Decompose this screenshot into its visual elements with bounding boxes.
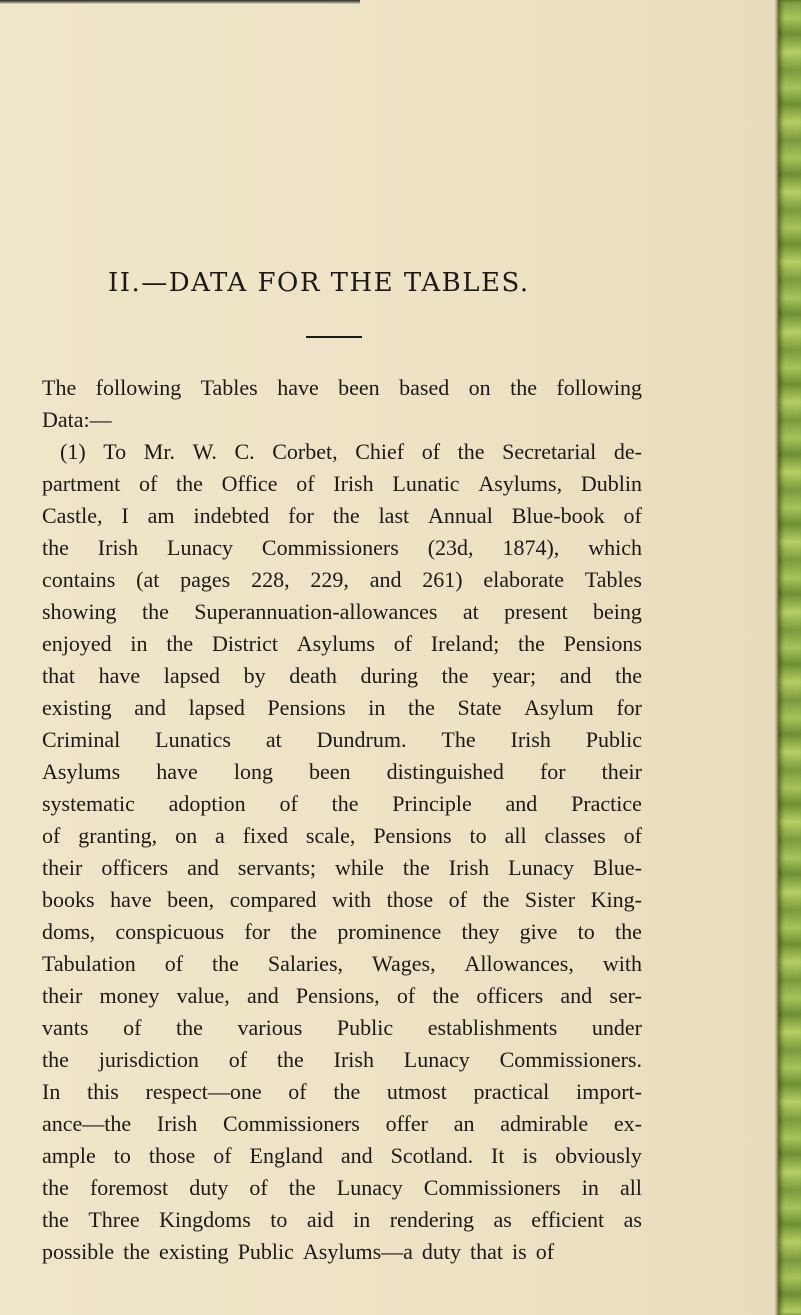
word: that	[470, 1239, 504, 1264]
word: the	[432, 983, 460, 1008]
word: doms,	[42, 919, 96, 944]
word: duty	[421, 1239, 462, 1264]
word: the	[212, 951, 239, 976]
text-line	[42, 948, 642, 980]
word: give	[519, 919, 558, 944]
word: Public	[336, 1015, 394, 1040]
heading-rule	[306, 336, 362, 338]
word: Castle,	[42, 503, 103, 528]
word: Asylum	[524, 695, 594, 720]
word: King-	[590, 887, 642, 912]
word: The	[441, 727, 476, 752]
body-paragraphs	[42, 372, 642, 1268]
word: enjoyed	[42, 631, 112, 656]
text-line	[42, 980, 642, 1012]
word: distinguished	[386, 759, 504, 784]
word: for	[288, 503, 314, 528]
word: Irish	[156, 1111, 198, 1136]
word: to	[469, 823, 487, 848]
word: last	[378, 503, 410, 528]
word: Chief	[355, 439, 405, 464]
word: pages	[180, 567, 231, 592]
word: efficient	[531, 1207, 605, 1232]
word: the	[176, 471, 203, 496]
word: indebted	[193, 503, 270, 528]
word: offer	[385, 1111, 428, 1136]
word: To	[103, 439, 127, 464]
word: of	[393, 631, 413, 656]
word: the	[42, 1047, 69, 1072]
word: Lunacy	[403, 1047, 470, 1072]
word: have	[110, 887, 152, 912]
word: utmost	[386, 1079, 447, 1104]
word: in	[581, 1175, 599, 1200]
word: W.	[192, 439, 217, 464]
word: on	[175, 823, 198, 848]
word: their	[42, 983, 83, 1008]
text-line	[42, 468, 642, 500]
word: the	[615, 663, 642, 688]
word: Lunacy	[508, 855, 575, 880]
word: compared	[229, 887, 317, 912]
page-top-shadow	[0, 0, 360, 4]
word: in	[353, 1207, 371, 1232]
word: Mr.	[143, 439, 175, 464]
word: of	[296, 471, 315, 496]
word: It	[491, 1143, 505, 1168]
text-line	[42, 404, 642, 436]
word: duty	[189, 1175, 229, 1200]
word: Kingdoms	[159, 1207, 251, 1232]
word: Irish	[333, 1047, 374, 1072]
word: conspicuous	[115, 919, 225, 944]
word: Pensions	[267, 695, 346, 720]
word: Secretarial	[502, 439, 597, 464]
text-line	[42, 1108, 642, 1140]
word: Blue-	[593, 855, 642, 880]
word: Commissioners	[423, 1175, 561, 1200]
word: Commissioners	[222, 1111, 360, 1136]
word: as	[623, 1207, 642, 1232]
word: books	[42, 887, 95, 912]
word: foremost	[89, 1175, 169, 1200]
word: Three	[88, 1207, 140, 1232]
word: Pensions,	[295, 983, 380, 1008]
word: vants	[42, 1015, 89, 1040]
word: of	[249, 1175, 268, 1200]
word: Lunatics	[155, 727, 231, 752]
word: of	[164, 951, 184, 976]
word: Asylums	[296, 631, 375, 656]
text-line	[42, 788, 642, 820]
word: based	[399, 375, 450, 400]
word: the	[141, 599, 169, 624]
word: of	[42, 823, 61, 848]
word: Pensions	[373, 823, 452, 848]
word: Dublin	[580, 471, 642, 496]
word: of	[421, 439, 441, 464]
word: this	[87, 1079, 119, 1104]
word: the	[518, 631, 545, 656]
word: admirable	[500, 1111, 589, 1136]
word: to	[270, 1207, 288, 1232]
section-heading: II.—DATA FOR THE TABLES.	[108, 268, 530, 298]
word: the	[42, 1175, 69, 1200]
word: aid	[306, 1207, 334, 1232]
word: lapsed	[188, 695, 245, 720]
word: Scotland.	[390, 1143, 474, 1168]
word: the	[42, 535, 69, 560]
word: the	[288, 1175, 316, 1200]
text-line	[42, 564, 642, 596]
word: is	[512, 1239, 527, 1264]
text-line	[42, 1044, 642, 1076]
word: been,	[167, 887, 215, 912]
word: obviously	[555, 1143, 642, 1168]
word: Sister	[524, 887, 576, 912]
word: and	[134, 695, 167, 720]
word: Superannuation-allowances	[194, 599, 438, 624]
word: of	[623, 823, 642, 848]
word: with	[331, 887, 372, 912]
word: Lunacy	[167, 535, 233, 560]
word: and	[246, 983, 279, 1008]
word: possible	[42, 1239, 115, 1264]
word: Asylums	[42, 759, 121, 784]
word: officers	[476, 983, 544, 1008]
word: on	[468, 375, 491, 400]
word: State	[457, 695, 502, 720]
word: England	[249, 1143, 323, 1168]
word: while	[335, 855, 384, 880]
word: I	[121, 503, 129, 528]
word: servants;	[237, 855, 317, 880]
text-line	[42, 724, 642, 756]
text-line	[42, 916, 642, 948]
word: Salaries,	[267, 951, 344, 976]
word: the	[276, 1047, 304, 1072]
text-line	[42, 1236, 642, 1268]
word: respect—one	[145, 1079, 262, 1104]
word: long	[233, 759, 273, 784]
word: and	[369, 567, 402, 592]
word: of	[623, 503, 642, 528]
word: for	[539, 759, 566, 784]
word: Public	[585, 727, 642, 752]
word: of	[448, 887, 467, 912]
word: rendering	[389, 1207, 475, 1232]
word: systematic	[42, 791, 135, 816]
word: have	[98, 663, 141, 688]
word: In	[42, 1079, 61, 1104]
word: (1)	[60, 439, 86, 464]
word: C.	[234, 439, 255, 464]
word: following	[556, 375, 642, 400]
word: of	[288, 1079, 307, 1104]
word: fixed	[242, 823, 288, 848]
word: a	[215, 823, 225, 848]
word: the	[333, 1079, 361, 1104]
word: Irish	[510, 727, 551, 752]
text-line	[42, 596, 642, 628]
word: that	[42, 663, 75, 688]
text-line	[42, 1076, 642, 1108]
word: prominence	[337, 919, 442, 944]
book-binding	[778, 0, 801, 1315]
word: existing	[42, 695, 112, 720]
word: Tabulation	[42, 951, 136, 976]
text-line	[42, 1172, 642, 1204]
word: an	[453, 1111, 475, 1136]
word: the	[42, 1207, 69, 1232]
text-line	[42, 756, 642, 788]
word: in	[130, 631, 148, 656]
word: Corbet,	[272, 439, 338, 464]
word: they	[461, 919, 500, 944]
word: Criminal	[42, 727, 121, 752]
word: 229,	[310, 567, 349, 592]
word: (23d,	[427, 535, 474, 560]
text-line	[42, 852, 642, 884]
word: various	[237, 1015, 303, 1040]
text-line	[42, 436, 642, 468]
word: the	[407, 695, 435, 720]
word: in	[368, 695, 386, 720]
word: contains	[42, 567, 116, 592]
word: at	[462, 599, 479, 624]
text-line	[42, 1204, 642, 1236]
word: and	[187, 855, 219, 880]
word: of	[138, 471, 158, 496]
word: money	[99, 983, 160, 1008]
word: Dundrum.	[316, 727, 407, 752]
word: the	[123, 1239, 151, 1264]
word: the	[166, 631, 194, 656]
word: Asylums,	[478, 471, 563, 496]
word: their	[601, 759, 642, 784]
text-line	[42, 884, 642, 916]
word: death	[289, 663, 337, 688]
word: been	[338, 375, 380, 400]
text-line	[42, 692, 642, 724]
word: of	[396, 983, 416, 1008]
word: the	[482, 887, 510, 912]
word: Lunatic	[392, 471, 460, 496]
word: and	[560, 983, 593, 1008]
text-line	[42, 1140, 642, 1172]
word: of	[228, 1047, 248, 1072]
word: of	[279, 791, 298, 816]
word: officers	[101, 855, 169, 880]
word: District	[211, 631, 278, 656]
word: ex-	[613, 1111, 642, 1136]
text-line	[42, 532, 642, 564]
word: as	[493, 1207, 512, 1232]
word: the	[457, 439, 485, 464]
word: (at	[136, 567, 160, 592]
word: all	[504, 823, 527, 848]
word: the	[332, 503, 360, 528]
word: with	[602, 951, 642, 976]
word: the	[176, 1015, 203, 1040]
word: Irish	[333, 471, 374, 496]
word: those	[148, 1143, 196, 1168]
word: Tables	[200, 375, 258, 400]
word: at	[265, 727, 282, 752]
word: jurisdiction	[98, 1047, 199, 1072]
text-line	[42, 372, 642, 404]
word: Lunacy	[336, 1175, 403, 1200]
text-line	[42, 1012, 642, 1044]
word: being	[593, 599, 642, 624]
word: value,	[176, 983, 230, 1008]
word: adoption	[168, 791, 246, 816]
word: the	[290, 919, 318, 944]
word: Ireland;	[430, 631, 500, 656]
word: and	[505, 791, 538, 816]
text-line	[42, 820, 642, 852]
text-line	[42, 500, 642, 532]
word: of	[123, 1015, 142, 1040]
word: of	[213, 1143, 232, 1168]
word: showing	[42, 599, 117, 624]
word: elaborate	[483, 567, 565, 592]
word: during	[360, 663, 418, 688]
word: Data:—	[42, 407, 112, 432]
word: year;	[492, 663, 537, 688]
word: The	[42, 375, 77, 400]
word: Pensions	[563, 631, 642, 656]
word: following	[95, 375, 182, 400]
word: Irish	[97, 535, 139, 560]
word: classes	[544, 823, 606, 848]
word: Office	[221, 471, 278, 496]
word: Commissioners.	[499, 1047, 642, 1072]
word: granting,	[78, 823, 158, 848]
word: Blue-book	[511, 503, 605, 528]
word: of	[535, 1239, 555, 1264]
word: 261)	[422, 567, 463, 592]
word: their	[42, 855, 83, 880]
word: present	[504, 599, 568, 624]
word: Wages,	[371, 951, 436, 976]
word: am	[147, 503, 175, 528]
word: establishments	[427, 1015, 558, 1040]
word: ance—the	[42, 1111, 132, 1136]
word: partment	[42, 471, 121, 496]
word: for	[616, 695, 642, 720]
word: 1874),	[502, 535, 560, 560]
word: which	[588, 535, 642, 560]
word: ample	[42, 1143, 96, 1168]
text-line	[42, 628, 642, 660]
word: the	[510, 375, 537, 400]
word: have	[156, 759, 198, 784]
word: the	[441, 663, 469, 688]
word: those	[386, 887, 434, 912]
word: Irish	[448, 855, 490, 880]
word: ser-	[609, 983, 642, 1008]
word: Allowances,	[464, 951, 574, 976]
word: under	[591, 1015, 642, 1040]
word: Commissioners	[261, 535, 399, 560]
word: import-	[575, 1079, 642, 1104]
word: existing	[159, 1239, 229, 1264]
word: to	[113, 1143, 131, 1168]
word: Annual	[428, 503, 493, 528]
word: the	[331, 791, 359, 816]
word: the	[402, 855, 430, 880]
word: lapsed	[163, 663, 220, 688]
word: practical	[473, 1079, 550, 1104]
word: scale,	[305, 823, 356, 848]
word: Principle	[392, 791, 472, 816]
word: de-	[613, 439, 642, 464]
word: Tables	[584, 567, 642, 592]
word: to	[577, 919, 595, 944]
word: the	[615, 919, 642, 944]
word: 228,	[251, 567, 290, 592]
word: been	[309, 759, 351, 784]
text-line	[42, 660, 642, 692]
word: all	[619, 1175, 642, 1200]
word: Public	[237, 1239, 294, 1264]
word: by	[243, 663, 266, 688]
word: and	[559, 663, 592, 688]
word: Asylums—a	[302, 1239, 413, 1264]
word: have	[277, 375, 319, 400]
word: for	[244, 919, 271, 944]
word: and	[340, 1143, 373, 1168]
word: Practice	[571, 791, 642, 816]
word: is	[522, 1143, 538, 1168]
